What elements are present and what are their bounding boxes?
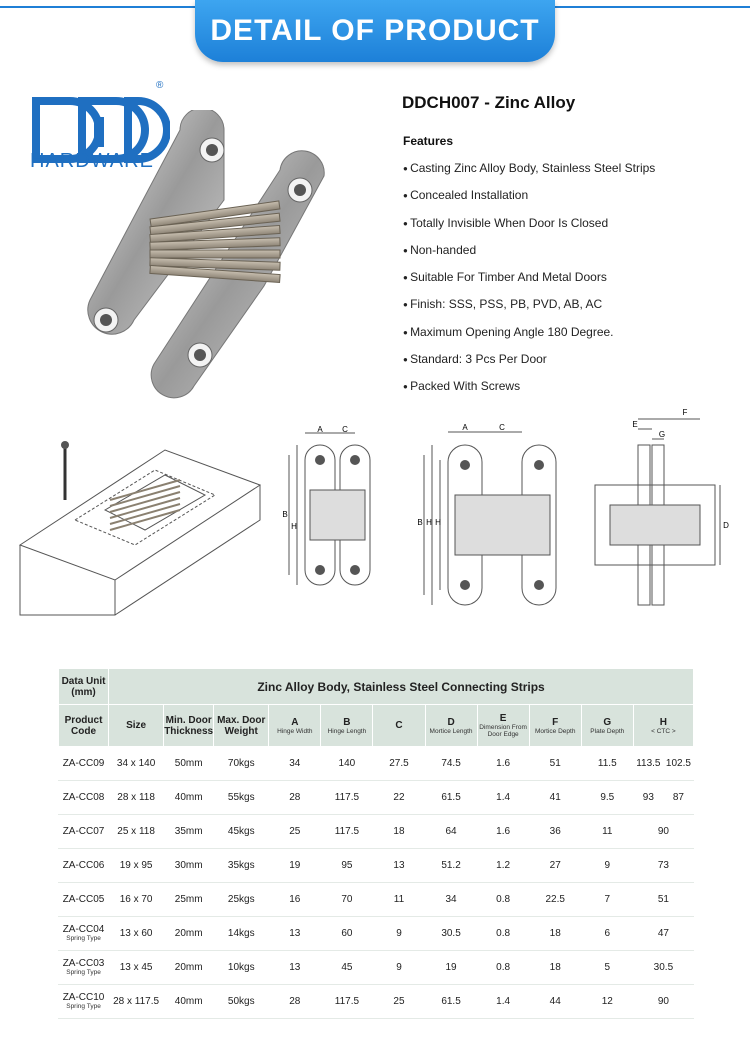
hinge-photo xyxy=(70,110,370,410)
header-e: E Dimension From Door Edge xyxy=(477,705,529,747)
thickness-cell: 30mm xyxy=(164,849,214,883)
c-cell: 18 xyxy=(373,815,425,849)
h-cell: 90 xyxy=(633,985,693,1019)
table-row xyxy=(59,917,694,951)
thickness-cell: 35mm xyxy=(164,815,214,849)
g-cell: 12 xyxy=(581,985,633,1019)
f-cell: 18 xyxy=(529,951,581,985)
data-unit-mm: (mm) xyxy=(71,686,96,698)
b-cell: 70 xyxy=(321,883,373,917)
weight-cell: 14kgs xyxy=(214,917,269,951)
thickness-cell: 25mm xyxy=(164,883,214,917)
d-cell: 30.5 xyxy=(425,917,477,951)
product-name: DDCH007 - Zinc Alloy xyxy=(402,93,576,112)
thickness-cell: 20mm xyxy=(164,917,214,951)
feature-item: ● Casting Zinc Alloy Body, Stainless Steel Strips xyxy=(403,160,655,187)
g-cell: 7 xyxy=(581,883,633,917)
c-cell: 22 xyxy=(373,781,425,815)
f-cell: 41 xyxy=(529,781,581,815)
dim-label-c: C xyxy=(342,425,348,434)
e-cell: 1.4 xyxy=(477,781,529,815)
size-cell: 19 x 95 xyxy=(109,849,164,883)
f-cell: 22.5 xyxy=(529,883,581,917)
h-cell: 47 xyxy=(633,917,693,951)
header-d: D Mortice Length xyxy=(425,705,477,747)
b-cell: 117.5 xyxy=(321,985,373,1019)
h2-cell: 87 xyxy=(663,781,693,815)
h-cell: 30.5 xyxy=(633,951,693,985)
thickness-cell: 40mm xyxy=(164,985,214,1019)
banner xyxy=(0,0,750,70)
table-title-row xyxy=(59,669,694,705)
dim-label-c: C xyxy=(499,423,505,432)
a-cell: 28 xyxy=(269,781,321,815)
product-code-cell: ZA-CC10 Spring Type xyxy=(59,985,109,1019)
product-code-cell: ZA-CC03 Spring Type xyxy=(59,951,109,985)
features-title: Features xyxy=(403,134,454,148)
thickness-cell: 40mm xyxy=(164,781,214,815)
table-row xyxy=(59,985,694,1019)
h2-cell: 102.5 xyxy=(663,747,693,781)
header-code: Product Code xyxy=(59,705,109,747)
a-cell: 34 xyxy=(269,747,321,781)
header-b: B Hinge Length xyxy=(321,705,373,747)
logo-text: HARDWARE xyxy=(30,150,154,172)
front-view-diagram xyxy=(275,425,400,590)
g-cell: 9 xyxy=(581,849,633,883)
product-code-cell: ZA-CC06 xyxy=(59,849,109,883)
h1-cell: 113.5 xyxy=(633,747,663,781)
size-cell: 13 x 45 xyxy=(109,951,164,985)
dim-label-a: A xyxy=(462,423,468,432)
a-cell: 16 xyxy=(269,883,321,917)
b-cell: 140 xyxy=(321,747,373,781)
size-cell: 28 x 117.5 xyxy=(109,985,164,1019)
g-cell: 9.5 xyxy=(581,781,633,815)
g-cell: 11.5 xyxy=(581,747,633,781)
front-view-diagram-2 xyxy=(410,420,575,610)
feature-item: ● Totally Invisible When Door Is Closed xyxy=(403,215,655,242)
dim-label-e: E xyxy=(632,420,638,429)
data-unit-label: Data Unit xyxy=(61,675,106,687)
dim-label-b: B xyxy=(282,510,288,519)
header-f: F Mortice Depth xyxy=(529,705,581,747)
e-cell: 1.6 xyxy=(477,747,529,781)
h-cell: 51 xyxy=(633,883,693,917)
dim-label-b: B xyxy=(417,518,423,527)
feature-item: ● Non-handed xyxy=(403,242,655,269)
g-cell: 6 xyxy=(581,917,633,951)
size-cell: 25 x 118 xyxy=(109,815,164,849)
installation-diagram xyxy=(15,440,265,620)
thickness-cell: 50mm xyxy=(164,747,214,781)
product-code-cell: ZA-CC08 xyxy=(59,781,109,815)
product-code-cell: ZA-CC04 Spring Type xyxy=(59,917,109,951)
product-code-cell: ZA-CC07 xyxy=(59,815,109,849)
header-h: H < CTC > xyxy=(633,705,693,747)
data-unit-cell xyxy=(59,669,109,705)
f-cell: 27 xyxy=(529,849,581,883)
size-cell: 13 x 60 xyxy=(109,917,164,951)
h-cell: 73 xyxy=(633,849,693,883)
e-cell: 1.2 xyxy=(477,849,529,883)
weight-cell: 50kgs xyxy=(214,985,269,1019)
dim-label-a: A xyxy=(317,425,323,434)
weight-cell: 45kgs xyxy=(214,815,269,849)
d-cell: 61.5 xyxy=(425,985,477,1019)
spec-table xyxy=(58,668,694,1019)
d-cell: 51.2 xyxy=(425,849,477,883)
header-door-thickness: Min. Door Thickness xyxy=(164,705,214,747)
g-cell: 5 xyxy=(581,951,633,985)
feature-item: ● Finish: SSS, PSS, PB, PVD, AB, AC xyxy=(403,296,655,323)
e-cell: 1.4 xyxy=(477,985,529,1019)
dim-label-g: G xyxy=(658,430,666,439)
table-row xyxy=(59,849,694,883)
f-cell: 18 xyxy=(529,917,581,951)
e-cell: 1.6 xyxy=(477,815,529,849)
weight-cell: 25kgs xyxy=(214,883,269,917)
dim-label-h: H xyxy=(291,522,297,531)
feature-item: ● Maximum Opening Angle 180 Degree. xyxy=(403,324,655,351)
feature-item: ● Packed With Screws xyxy=(403,378,655,405)
feature-item: ● Concealed Installation xyxy=(403,187,655,214)
side-view-diagram xyxy=(590,405,735,610)
registered-mark: ® xyxy=(156,80,164,91)
weight-cell: 35kgs xyxy=(214,849,269,883)
e-cell: 0.8 xyxy=(477,951,529,985)
header-a: A Hinge Width xyxy=(269,705,321,747)
table-row xyxy=(59,781,694,815)
feature-item: ● Standard: 3 Pcs Per Door xyxy=(403,351,655,378)
f-cell: 51 xyxy=(529,747,581,781)
c-cell: 11 xyxy=(373,883,425,917)
spec-title: Zinc Alloy Body, Stainless Steel Connecting Strips xyxy=(109,669,694,705)
header-c: C xyxy=(373,705,425,747)
a-cell: 19 xyxy=(269,849,321,883)
weight-cell: 55kgs xyxy=(214,781,269,815)
header-size: Size xyxy=(109,705,164,747)
dim-label-h: H xyxy=(426,518,432,527)
c-cell: 25 xyxy=(373,985,425,1019)
banner-title: DETAIL OF PRODUCT xyxy=(210,14,540,47)
feature-item: ● Suitable For Timber And Metal Doors xyxy=(403,269,655,296)
f-cell: 36 xyxy=(529,815,581,849)
a-cell: 13 xyxy=(269,917,321,951)
a-cell: 13 xyxy=(269,951,321,985)
a-cell: 28 xyxy=(269,985,321,1019)
d-cell: 19 xyxy=(425,951,477,985)
table-row xyxy=(59,951,694,985)
d-cell: 61.5 xyxy=(425,781,477,815)
table-row xyxy=(59,883,694,917)
table-header-row xyxy=(59,705,694,747)
e-cell: 0.8 xyxy=(477,883,529,917)
d-cell: 74.5 xyxy=(425,747,477,781)
c-cell: 9 xyxy=(373,917,425,951)
h-cell: 90 xyxy=(633,815,693,849)
d-cell: 64 xyxy=(425,815,477,849)
b-cell: 95 xyxy=(321,849,373,883)
header-door-weight: Max. Door Weight xyxy=(214,705,269,747)
g-cell: 11 xyxy=(581,815,633,849)
c-cell: 13 xyxy=(373,849,425,883)
dim-label-d: D xyxy=(723,521,729,530)
dim-label-f: F xyxy=(682,408,688,417)
table-row xyxy=(59,747,694,781)
product-code-cell: ZA-CC05 xyxy=(59,883,109,917)
size-cell: 34 x 140 xyxy=(109,747,164,781)
header-g: G Plate Depth xyxy=(581,705,633,747)
c-cell: 27.5 xyxy=(373,747,425,781)
dim-label-h-2: H xyxy=(435,518,441,527)
d-cell: 34 xyxy=(425,883,477,917)
h1-cell: 93 xyxy=(633,781,663,815)
e-cell: 0.8 xyxy=(477,917,529,951)
weight-cell: 10kgs xyxy=(214,951,269,985)
f-cell: 44 xyxy=(529,985,581,1019)
b-cell: 45 xyxy=(321,951,373,985)
size-cell: 28 x 118 xyxy=(109,781,164,815)
a-cell: 25 xyxy=(269,815,321,849)
weight-cell: 70kgs xyxy=(214,747,269,781)
table-row xyxy=(59,815,694,849)
features-list xyxy=(403,160,655,406)
size-cell: 16 x 70 xyxy=(109,883,164,917)
thickness-cell: 20mm xyxy=(164,951,214,985)
b-cell: 60 xyxy=(321,917,373,951)
b-cell: 117.5 xyxy=(321,815,373,849)
b-cell: 117.5 xyxy=(321,781,373,815)
product-code-cell: ZA-CC09 xyxy=(59,747,109,781)
c-cell: 9 xyxy=(373,951,425,985)
